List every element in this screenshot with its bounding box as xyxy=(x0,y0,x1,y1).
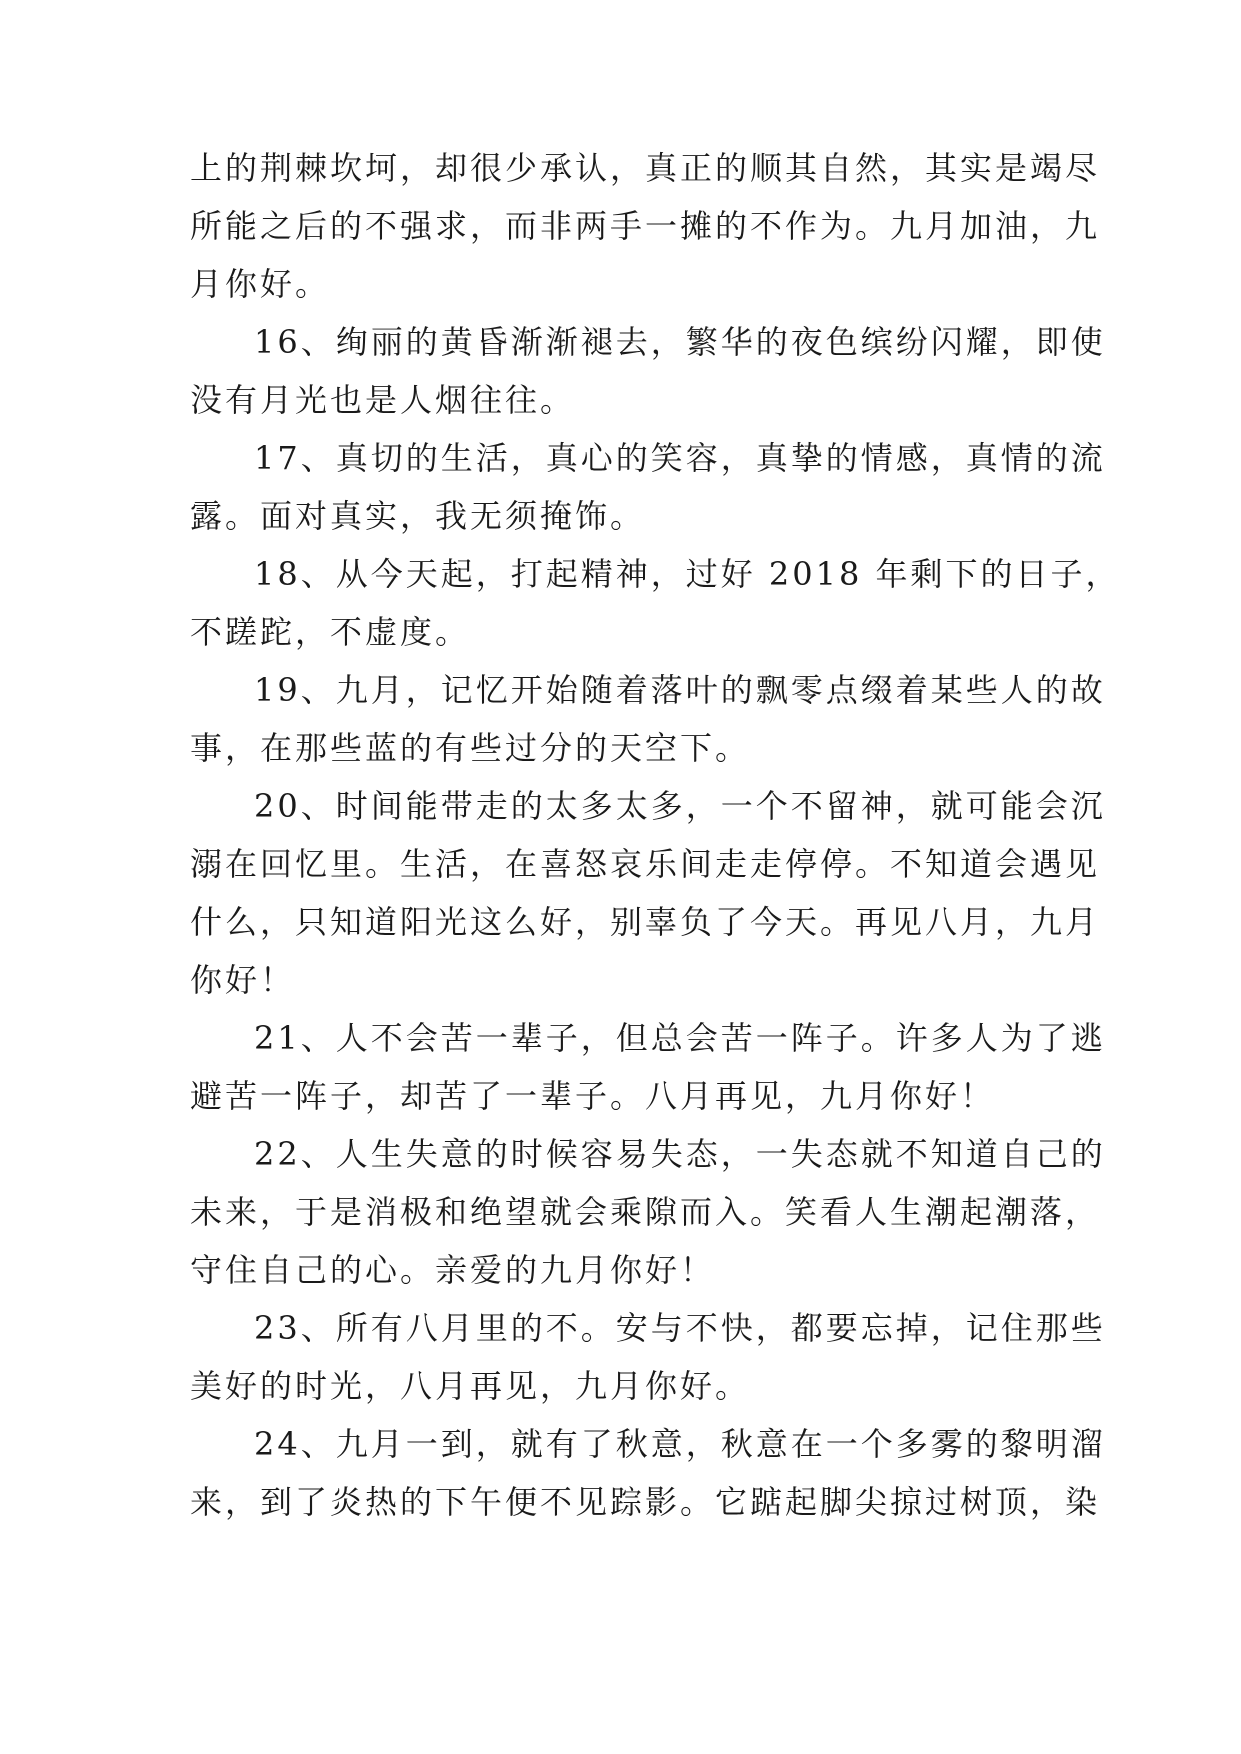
text-line: 没有月光也是人烟往往。 xyxy=(190,381,576,419)
paragraph-17-start: 17、真切的生活，真心的笑容，真挚的情感，真情的流 xyxy=(254,439,1106,477)
paragraph-20-start: 20、时间能带走的太多太多，一个不留神，就可能会沉 xyxy=(254,787,1106,825)
text-line: 未来，于是消极和绝望就会乘隙而入。笑看人生潮起潮落， xyxy=(190,1193,1101,1231)
text-line: 来，到了炎热的下午便不见踪影。它踮起脚尖掠过树顶，染 xyxy=(190,1483,1101,1521)
paragraph-22-start: 22、人生失意的时候容易失态，一失态就不知道自己的 xyxy=(254,1135,1106,1173)
text-line: 露。面对真实，我无须掩饰。 xyxy=(190,497,646,535)
text-line: 溺在回忆里。生活，在喜怒哀乐间走走停停。不知道会遇见 xyxy=(190,845,1101,883)
text-line: 避苦一阵子，却苦了一辈子。八月再见，九月你好！ xyxy=(190,1077,996,1115)
text-line: 什么，只知道阳光这么好，别辜负了今天。再见八月，九月 xyxy=(190,903,1101,941)
paragraph-16-start: 16、绚丽的黄昏渐渐褪去，繁华的夜色缤纷闪耀，即使 xyxy=(254,323,1106,361)
text-line: 上的荆棘坎坷，却很少承认，真正的顺其自然，其实是竭尽 xyxy=(190,149,1101,187)
text-line: 美好的时光，八月再见，九月你好。 xyxy=(190,1367,751,1405)
text-line: 你好！ xyxy=(190,961,296,999)
paragraph-19-start: 19、九月，记忆开始随着落叶的飘零点缀着某些人的故 xyxy=(254,671,1106,709)
text-line: 事，在那些蓝的有些过分的天空下。 xyxy=(190,729,751,767)
paragraph-23-start: 23、所有八月里的不。安与不快，都要忘掉，记住那些 xyxy=(254,1309,1106,1347)
paragraph-21-start: 21、人不会苦一辈子，但总会苦一阵子。许多人为了逃 xyxy=(254,1019,1106,1057)
paragraph-18-start: 18、从今天起，打起精神，过好 2018 年剩下的日子， xyxy=(254,555,1121,593)
text-line: 不蹉跎，不虚度。 xyxy=(190,613,471,651)
text-line: 月你好。 xyxy=(190,265,331,303)
text-line: 所能之后的不强求，而非两手一摊的不作为。九月加油，九 xyxy=(190,207,1101,245)
text-line: 守住自己的心。亲爱的九月你好！ xyxy=(190,1251,716,1289)
paragraph-24-start: 24、九月一到，就有了秋意，秋意在一个多雾的黎明溜 xyxy=(254,1425,1106,1463)
